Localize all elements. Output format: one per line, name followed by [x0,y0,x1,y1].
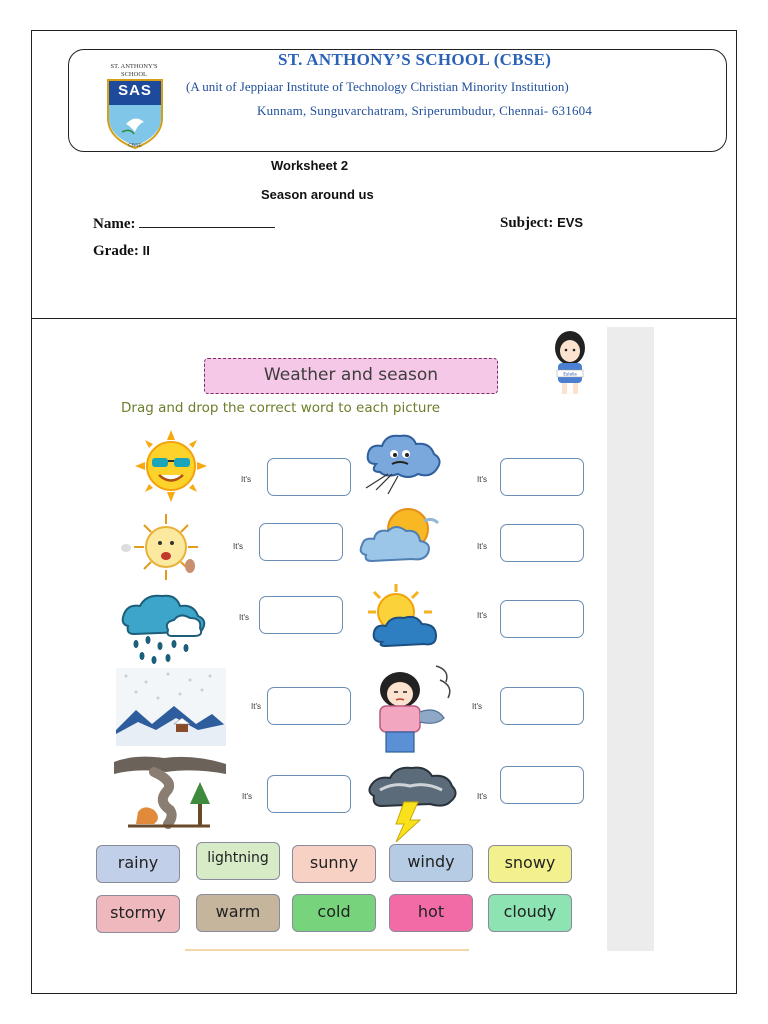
answer-box-3[interactable] [259,523,343,561]
answer-box-10[interactable] [500,766,584,804]
cold-girl-icon [366,660,458,754]
its-label: It's [239,613,249,622]
grade-field [93,243,150,260]
answer-box-5[interactable] [259,596,343,634]
school-address: Kunnam, Sunguvarchatram, Sriperumbudur, Chennai- 631604 [257,103,593,118]
word-tile-windy[interactable]: windy [389,844,473,882]
rain-cloud-icon [118,590,210,666]
name-field [93,215,275,233]
word-tile-hot[interactable]: hot [389,894,473,932]
word-tile-cloudy[interactable]: cloudy [488,894,572,932]
grade-label: Grade: [93,243,139,259]
subject-value: EVS [557,215,584,230]
its-label: It's [233,542,243,551]
snowy-landscape-icon [116,668,226,746]
answer-box-6[interactable] [500,600,584,638]
girl-mascot-icon [549,330,591,396]
logo-monogram: SAS [118,82,152,99]
subject-label: Subject: [500,215,554,231]
subject-field [500,215,583,232]
word-tile-warm[interactable]: warm [196,894,280,932]
name-label: Name: [93,216,136,232]
logo-caption [102,63,166,79]
hot-sun-icon [120,512,204,582]
its-label: It's [477,542,487,551]
its-label: It's [251,702,261,711]
name-blank[interactable] [139,215,275,228]
mascot-label: Eulalia [563,371,577,377]
answer-box-9[interactable] [267,775,351,813]
section-divider [31,318,737,319]
school-name: ST. ANTHONY’S SCHOOL (CBSE) [278,50,552,69]
word-tile-sunny[interactable]: sunny [292,845,376,883]
sun-behind-cloud-icon [356,503,444,569]
word-tile-cold[interactable]: cold [292,894,376,932]
its-label: It's [477,611,487,620]
worksheet-title: Worksheet 2 [271,158,349,173]
answer-box-8[interactable] [500,687,584,725]
windy-cloud-icon [358,430,446,496]
its-label: It's [242,792,252,801]
activity-instruction: Drag and drop the correct word to each picture [121,400,441,416]
word-tile-lightning[interactable]: lightning [196,842,280,880]
school-subtitle: (A unit of Jeppiaar Institute of Technology Christian Minority Institution) [186,79,569,94]
tornado-storm-icon [114,752,226,830]
sun-sunglasses-icon [135,430,207,502]
word-tile-rainy[interactable]: rainy [96,845,180,883]
answer-box-4[interactable] [500,524,584,562]
weather-season-banner: Weather and season [204,358,498,394]
word-tile-stormy[interactable]: stormy [96,895,180,933]
word-tile-snowy[interactable]: snowy [488,845,572,883]
worksheet-topic: Season around us [261,187,374,202]
its-label: It's [477,792,487,801]
bottom-decorative-line [185,949,469,951]
answer-box-2[interactable] [500,458,584,496]
logo-text-bottom: CBSE [128,143,142,149]
grey-side-strip [607,327,654,951]
logo-text-school: SCHOOL [120,71,147,78]
grade-value: II [142,243,150,258]
answer-box-1[interactable] [267,458,351,496]
its-label: It's [241,475,251,484]
its-label: It's [477,475,487,484]
sun-with-cloud-icon [360,582,442,654]
its-label: It's [472,702,482,711]
logo-text-top: ST. ANTHONY'S [110,63,158,70]
answer-box-7[interactable] [267,687,351,725]
lightning-cloud-icon [364,762,460,844]
